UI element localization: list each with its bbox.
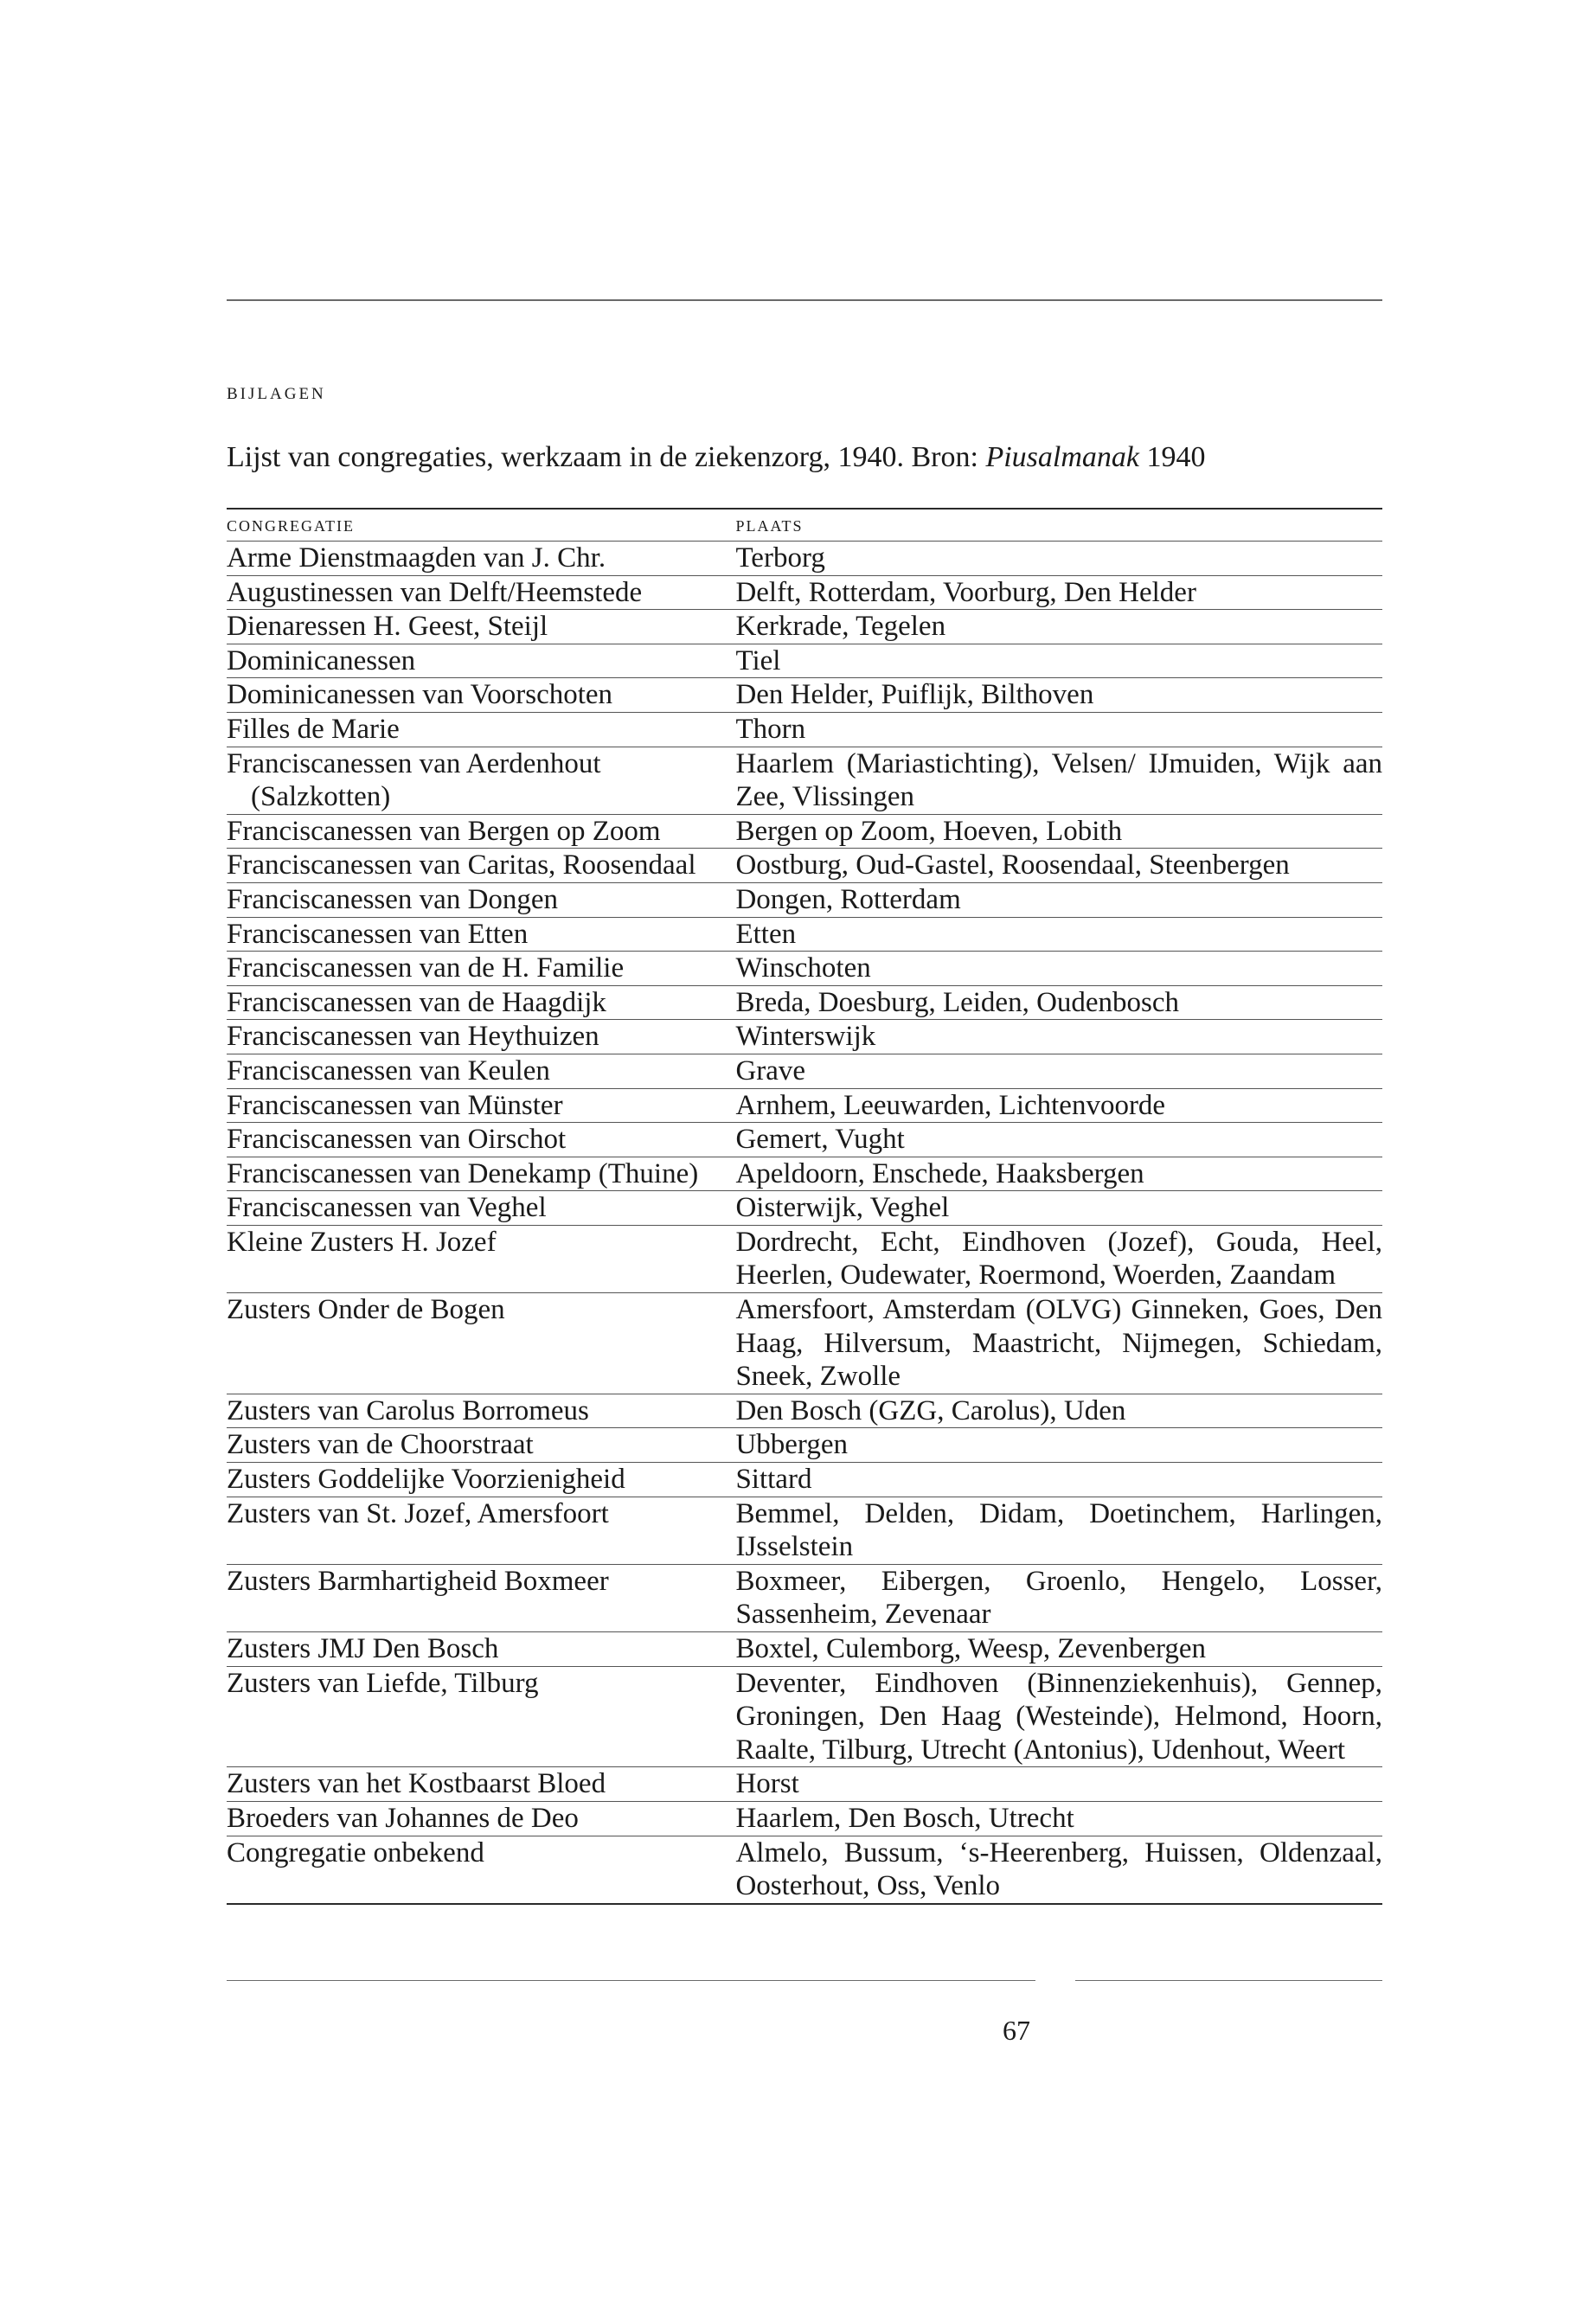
plaats-cell: Bemmel, Delden, Didam, Doetinchem, Harlingen, IJsselstein — [735, 1497, 1382, 1564]
congregatie-cell: Franciscanessen van Veghel — [227, 1191, 735, 1226]
congregatie-cell: Franciscanessen van Dongen — [227, 882, 735, 917]
table-row — [227, 1020, 1382, 1054]
table-row — [227, 849, 1382, 883]
table-row — [227, 1225, 1382, 1292]
table-row — [227, 610, 1382, 644]
congregatie-cell: Franciscanessen van Heythuizen — [227, 1020, 735, 1054]
footer-rule-left — [227, 1980, 1035, 1981]
table-row — [227, 1463, 1382, 1497]
plaats-cell: Breda, Doesburg, Leiden, Oudenbosch — [735, 985, 1382, 1020]
plaats-cell: Dordrecht, Echt, Eindhoven (Jozef), Gouda, Heel, Heerlen, Oudewater, Roermond, Woerden, Zaandam — [735, 1225, 1382, 1292]
plaats-cell: Horst — [735, 1767, 1382, 1802]
plaats-cell: Delft, Rotterdam, Voorburg, Den Helder — [735, 575, 1382, 610]
plaats-cell: Grave — [735, 1054, 1382, 1088]
header-congregatie: congregatie — [227, 509, 735, 542]
congregatie-cell: Zusters JMJ Den Bosch — [227, 1632, 735, 1667]
plaats-cell: Winterswijk — [735, 1020, 1382, 1054]
caption-source: Piusalmanak — [985, 441, 1139, 473]
plaats-cell: Boxtel, Culemborg, Weesp, Zevenbergen — [735, 1632, 1382, 1667]
footer-rule-right — [1075, 1980, 1382, 1981]
congregatie-cell: Franciscanessen van Etten — [227, 917, 735, 952]
congregatie-cell: Franciscanessen van de H. Familie — [227, 952, 735, 986]
plaats-cell: Kerkrade, Tegelen — [735, 610, 1382, 644]
table-header-row — [227, 509, 1382, 542]
plaats-cell: Apeldoorn, Enschede, Haaksbergen — [735, 1157, 1382, 1191]
congregatie-cell: Zusters Onder de Bogen — [227, 1293, 735, 1394]
congregatie-cell: Zusters van St. Jozef, Amersfoort — [227, 1497, 735, 1564]
plaats-cell: Terborg — [735, 542, 1382, 576]
table-row — [227, 1632, 1382, 1667]
table-row — [227, 1497, 1382, 1564]
page-number: 67 — [1003, 2015, 1030, 2046]
table-row — [227, 1394, 1382, 1428]
congregatie-cell: Augustinessen van Delft/Heemstede — [227, 575, 735, 610]
table-row — [227, 882, 1382, 917]
table-row — [227, 575, 1382, 610]
plaats-cell: Haarlem, Den Bosch, Utrecht — [735, 1801, 1382, 1836]
table-row — [227, 678, 1382, 713]
congregatie-cell: Dienaressen H. Geest, Steijl — [227, 610, 735, 644]
table-row — [227, 917, 1382, 952]
table-row — [227, 1767, 1382, 1802]
congregatie-cell: Franciscanessen van Bergen op Zoom — [227, 814, 735, 849]
plaats-cell: Arnhem, Leeuwarden, Lichtenvoorde — [735, 1088, 1382, 1123]
congregatie-cell: Franciscanessen van Münster — [227, 1088, 735, 1123]
congregatie-cell: Franciscanessen van Oirschot — [227, 1123, 735, 1157]
congregatie-cell: Franciscanessen van Aerdenhout (Salzkotten) — [227, 747, 735, 814]
table-row — [227, 1293, 1382, 1394]
caption-text: Lijst van congregaties, werkzaam in de ziekenzorg, 1940. Bron: — [227, 441, 986, 473]
plaats-cell: Oisterwijk, Veghel — [735, 1191, 1382, 1226]
congregatie-cell: Broeders van Johannes de Deo — [227, 1801, 735, 1836]
plaats-cell: Etten — [735, 917, 1382, 952]
table-row — [227, 1123, 1382, 1157]
table-caption — [227, 439, 1205, 477]
congregations-table — [227, 508, 1382, 1905]
caption-year: 1940 — [1138, 441, 1206, 473]
page-number-wrap — [0, 2013, 1596, 2048]
table-row — [227, 1088, 1382, 1123]
top-rule — [227, 299, 1382, 301]
congregatie-cell: Franciscanessen van Keulen — [227, 1054, 735, 1088]
table-row — [227, 1564, 1382, 1631]
table-row — [227, 644, 1382, 678]
table-row — [227, 1428, 1382, 1463]
congregatie-cell: Congregatie onbekend — [227, 1836, 735, 1904]
plaats-cell: Oostburg, Oud-Gastel, Roosendaal, Steenbergen — [735, 849, 1382, 883]
table-row — [227, 814, 1382, 849]
congregatie-cell: Franciscanessen van de Haagdijk — [227, 985, 735, 1020]
plaats-cell: Thorn — [735, 712, 1382, 747]
section-label: bijlagen — [227, 378, 326, 404]
congregatie-cell: Dominicanessen van Voorschoten — [227, 678, 735, 713]
congregatie-cell: Franciscanessen van Denekamp (Thuine) — [227, 1157, 735, 1191]
congregatie-cell: Franciscanessen van Caritas, Roosendaal — [227, 849, 735, 883]
congregatie-cell: Zusters van Carolus Borromeus — [227, 1394, 735, 1428]
plaats-cell: Den Bosch (GZG, Carolus), Uden — [735, 1394, 1382, 1428]
plaats-cell: Amersfoort, Amsterdam (OLVG) Ginneken, Goes, Den Haag, Hilversum, Maastricht, Nijmegen, Schiedam, Sneek, Zwolle — [735, 1293, 1382, 1394]
table-row — [227, 542, 1382, 576]
plaats-cell: Ubbergen — [735, 1428, 1382, 1463]
plaats-cell: Winschoten — [735, 952, 1382, 986]
congregatie-cell: Kleine Zusters H. Jozef — [227, 1225, 735, 1292]
congregatie-cell: Dominicanessen — [227, 644, 735, 678]
congregatie-cell: Zusters van de Choorstraat — [227, 1428, 735, 1463]
plaats-cell: Haarlem (Mariastichting), Velsen/ IJmuiden, Wijk aan Zee, Vlissingen — [735, 747, 1382, 814]
congregatie-cell: Arme Dienstmaagden van J. Chr. — [227, 542, 735, 576]
plaats-cell: Sittard — [735, 1463, 1382, 1497]
congregatie-cell: Zusters van het Kostbaarst Bloed — [227, 1767, 735, 1802]
header-plaats: plaats — [735, 509, 1382, 542]
table-row — [227, 1666, 1382, 1767]
table-row — [227, 1801, 1382, 1836]
congregatie-cell: Zusters Barmhartigheid Boxmeer — [227, 1564, 735, 1631]
table-row — [227, 1191, 1382, 1226]
table-row — [227, 985, 1382, 1020]
table-row — [227, 747, 1382, 814]
congregatie-cell: Zusters van Liefde, Tilburg — [227, 1666, 735, 1767]
table-row — [227, 952, 1382, 986]
table-row — [227, 1157, 1382, 1191]
plaats-cell: Bergen op Zoom, Hoeven, Lobith — [735, 814, 1382, 849]
plaats-cell: Boxmeer, Eibergen, Groenlo, Hengelo, Losser, Sassenheim, Zevenaar — [735, 1564, 1382, 1631]
plaats-cell: Almelo, Bussum, ‘s-Heerenberg, Huissen, Oldenzaal, Oosterhout, Oss, Venlo — [735, 1836, 1382, 1904]
table-body — [227, 542, 1382, 1904]
table-row — [227, 1054, 1382, 1088]
congregatie-cell: Filles de Marie — [227, 712, 735, 747]
plaats-cell: Dongen, Rotterdam — [735, 882, 1382, 917]
table-row — [227, 1836, 1382, 1904]
congregatie-cell: Zusters Goddelijke Voorzienigheid — [227, 1463, 735, 1497]
plaats-cell: Deventer, Eindhoven (Binnenziekenhuis), Gennep, Groningen, Den Haag (Westeinde), Helmond, Hoorn, Raalte, Tilburg, Utrecht (Antonius), Udenhout, Weert — [735, 1666, 1382, 1767]
plaats-cell: Gemert, Vught — [735, 1123, 1382, 1157]
plaats-cell: Tiel — [735, 644, 1382, 678]
plaats-cell: Den Helder, Puiflijk, Bilthoven — [735, 678, 1382, 713]
table-row — [227, 712, 1382, 747]
